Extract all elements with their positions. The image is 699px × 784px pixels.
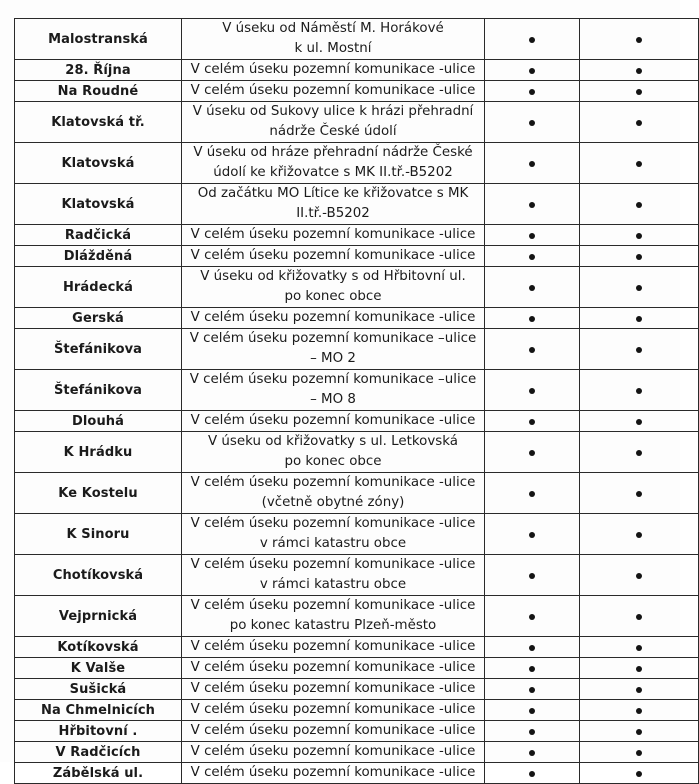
road-name-cell: K Valše <box>15 658 182 679</box>
description-line: V celém úseku pozemní komunikace -ulice <box>190 83 476 98</box>
description-line: V celém úseku pozemní komunikace -ulice <box>190 702 476 717</box>
description-line: v rámci katastru obce <box>259 536 407 551</box>
section-description-cell <box>182 514 485 555</box>
table-row <box>15 555 699 596</box>
road-name-cell: K Hrádku <box>15 432 182 473</box>
bullet-dot-icon <box>529 614 535 620</box>
road-name-cell: Chotíkovská <box>15 555 182 596</box>
bullet-dot-icon <box>636 285 642 291</box>
mark-cell-1 <box>485 184 580 225</box>
table-row <box>15 246 699 267</box>
bullet-dot-icon <box>529 729 535 735</box>
section-description-cell <box>182 19 485 60</box>
mark-cell-2 <box>580 679 699 700</box>
bullet-dot-icon <box>636 573 642 579</box>
table-row <box>15 60 699 81</box>
table-row <box>15 596 699 637</box>
description-line: V celém úseku pozemní komunikace -ulice <box>190 516 476 531</box>
mark-cell-2 <box>580 102 699 143</box>
road-name-cell: 28. Října <box>15 60 182 81</box>
description-line: V celém úseku pozemní komunikace -ulice <box>190 557 476 572</box>
description-line: V úseku od Sukovy ulice k hrázi přehradní <box>192 104 474 119</box>
mark-cell-2 <box>580 514 699 555</box>
bullet-dot-icon <box>636 645 642 651</box>
mark-cell-2 <box>580 637 699 658</box>
description-line: nádrže České údolí <box>269 124 397 139</box>
description-line: V celém úseku pozemní komunikace -ulice <box>190 765 476 780</box>
road-name-cell: Hřbitovní . <box>15 721 182 742</box>
section-description-cell <box>182 370 485 411</box>
table-row <box>15 514 699 555</box>
mark-cell-1 <box>485 267 580 308</box>
description-line: V celém úseku pozemní komunikace -ulice <box>190 660 476 675</box>
mark-cell-1 <box>485 370 580 411</box>
bullet-dot-icon <box>529 708 535 714</box>
mark-cell-2 <box>580 742 699 763</box>
bullet-dot-icon <box>529 285 535 291</box>
mark-cell-1 <box>485 225 580 246</box>
road-name-cell: Štefánikova <box>15 329 182 370</box>
mark-cell-2 <box>580 555 699 596</box>
table-row <box>15 637 699 658</box>
table-row <box>15 658 699 679</box>
description-line: k ul. Mostní <box>294 41 372 56</box>
bullet-dot-icon <box>636 708 642 714</box>
road-name-cell: Klatovská <box>15 143 182 184</box>
table-row <box>15 432 699 473</box>
bullet-dot-icon <box>529 202 535 208</box>
mark-cell-2 <box>580 763 699 784</box>
description-line: po konec obce <box>284 454 382 469</box>
mark-cell-2 <box>580 246 699 267</box>
description-line: V celém úseku pozemní komunikace –ulice <box>189 372 477 387</box>
mark-cell-2 <box>580 308 699 329</box>
road-name-cell: Ke Kostelu <box>15 473 182 514</box>
road-name-cell: Sušická <box>15 679 182 700</box>
table-row <box>15 763 699 784</box>
bullet-dot-icon <box>636 37 642 43</box>
bullet-dot-icon <box>529 388 535 394</box>
description-line: v rámci katastru obce <box>259 577 407 592</box>
section-description-cell <box>182 308 485 329</box>
bullet-dot-icon <box>636 254 642 260</box>
table-row <box>15 721 699 742</box>
mark-cell-2 <box>580 329 699 370</box>
mark-cell-1 <box>485 700 580 721</box>
table-row <box>15 411 699 432</box>
section-description-cell <box>182 246 485 267</box>
bullet-dot-icon <box>529 450 535 456</box>
bullet-dot-icon <box>529 419 535 425</box>
mark-cell-1 <box>485 596 580 637</box>
road-name-cell: Radčická <box>15 225 182 246</box>
bullet-dot-icon <box>636 233 642 239</box>
description-line: V celém úseku pozemní komunikace -ulice <box>190 598 476 613</box>
mark-cell-2 <box>580 721 699 742</box>
description-line: V úseku od křižovatky s ul. Letkovská <box>208 434 458 449</box>
description-line: V celém úseku pozemní komunikace -ulice <box>190 723 476 738</box>
description-line: V celém úseku pozemní komunikace -ulice <box>190 744 476 759</box>
section-description-cell <box>182 225 485 246</box>
description-line: V celém úseku pozemní komunikace -ulice <box>190 248 476 263</box>
bullet-dot-icon <box>529 161 535 167</box>
table-row <box>15 473 699 514</box>
bullet-dot-icon <box>636 729 642 735</box>
mark-cell-1 <box>485 742 580 763</box>
bullet-dot-icon <box>529 687 535 693</box>
description-line: po konec katastru Plzeň-město <box>229 618 437 633</box>
road-name-cell: Hrádecká <box>15 267 182 308</box>
description-line: V celém úseku pozemní komunikace -ulice <box>190 475 476 490</box>
section-description-cell <box>182 721 485 742</box>
table-row <box>15 225 699 246</box>
mark-cell-2 <box>580 143 699 184</box>
mark-cell-1 <box>485 432 580 473</box>
description-line: V celém úseku pozemní komunikace -ulice <box>190 227 476 242</box>
bullet-dot-icon <box>636 347 642 353</box>
mark-cell-2 <box>580 267 699 308</box>
description-line: (včetně obytné zóny) <box>261 495 405 510</box>
mark-cell-2 <box>580 596 699 637</box>
bullet-dot-icon <box>529 233 535 239</box>
description-line: V úseku od Náměstí M. Horákové <box>222 21 444 36</box>
section-description-cell <box>182 555 485 596</box>
table-row <box>15 81 699 102</box>
description-line: – MO 2 <box>310 351 356 366</box>
section-description-cell <box>182 637 485 658</box>
table-row <box>15 184 699 225</box>
bullet-dot-icon <box>529 771 535 777</box>
table-row <box>15 102 699 143</box>
mark-cell-1 <box>485 637 580 658</box>
mark-cell-2 <box>580 658 699 679</box>
bullet-dot-icon <box>636 666 642 672</box>
bullet-dot-icon <box>529 68 535 74</box>
mark-cell-2 <box>580 473 699 514</box>
bullet-dot-icon <box>636 491 642 497</box>
mark-cell-2 <box>580 225 699 246</box>
mark-cell-1 <box>485 721 580 742</box>
road-name-cell: Dlouhá <box>15 411 182 432</box>
bullet-dot-icon <box>529 120 535 126</box>
section-description-cell <box>182 411 485 432</box>
description-line: V úseku od hráze přehradní nádrže České <box>193 145 473 160</box>
section-description-cell <box>182 102 485 143</box>
bullet-dot-icon <box>529 532 535 538</box>
road-name-cell: Gerská <box>15 308 182 329</box>
roads-table-body <box>15 19 699 784</box>
section-description-cell <box>182 679 485 700</box>
road-name-cell: Kotíkovská <box>15 637 182 658</box>
section-description-cell <box>182 700 485 721</box>
road-name-cell: Na Chmelnicích <box>15 700 182 721</box>
bullet-dot-icon <box>636 532 642 538</box>
bullet-dot-icon <box>529 491 535 497</box>
mark-cell-1 <box>485 60 580 81</box>
road-name-cell: Klatovská <box>15 184 182 225</box>
bullet-dot-icon <box>636 750 642 756</box>
description-line: V celém úseku pozemní komunikace -ulice <box>190 413 476 428</box>
mark-cell-1 <box>485 473 580 514</box>
road-name-cell: V Radčicích <box>15 742 182 763</box>
bullet-dot-icon <box>529 750 535 756</box>
mark-cell-2 <box>580 411 699 432</box>
road-name-cell: Na Roudné <box>15 81 182 102</box>
table-row <box>15 370 699 411</box>
mark-cell-1 <box>485 555 580 596</box>
road-name-cell: Dlážděná <box>15 246 182 267</box>
mark-cell-2 <box>580 184 699 225</box>
bullet-dot-icon <box>636 687 642 693</box>
section-description-cell <box>182 742 485 763</box>
bullet-dot-icon <box>529 316 535 322</box>
road-name-cell: Klatovská tř. <box>15 102 182 143</box>
section-description-cell <box>182 143 485 184</box>
section-description-cell <box>182 184 485 225</box>
mark-cell-1 <box>485 514 580 555</box>
bullet-dot-icon <box>529 89 535 95</box>
mark-cell-2 <box>580 370 699 411</box>
bullet-dot-icon <box>529 37 535 43</box>
bullet-dot-icon <box>636 161 642 167</box>
description-line: Od začátku MO Lítice ke křižovatce s MK <box>197 186 469 201</box>
bullet-dot-icon <box>636 89 642 95</box>
road-name-cell: Vejprnická <box>15 596 182 637</box>
road-name-cell: Štefánikova <box>15 370 182 411</box>
mark-cell-1 <box>485 679 580 700</box>
mark-cell-1 <box>485 658 580 679</box>
table-row <box>15 700 699 721</box>
description-line: V celém úseku pozemní komunikace -ulice <box>190 62 476 77</box>
description-line: po konec obce <box>284 289 382 304</box>
table-row <box>15 329 699 370</box>
section-description-cell <box>182 60 485 81</box>
description-line: údolí ke křižovatce s MK II.tř.-B5202 <box>213 165 453 180</box>
bullet-dot-icon <box>636 450 642 456</box>
mark-cell-2 <box>580 432 699 473</box>
bullet-dot-icon <box>529 573 535 579</box>
road-name-cell: Malostranská <box>15 19 182 60</box>
bullet-dot-icon <box>636 68 642 74</box>
mark-cell-1 <box>485 19 580 60</box>
mark-cell-2 <box>580 81 699 102</box>
mark-cell-1 <box>485 102 580 143</box>
mark-cell-2 <box>580 60 699 81</box>
mark-cell-1 <box>485 411 580 432</box>
bullet-dot-icon <box>529 254 535 260</box>
bullet-dot-icon <box>636 614 642 620</box>
table-row <box>15 308 699 329</box>
mark-cell-1 <box>485 81 580 102</box>
table-row <box>15 742 699 763</box>
bullet-dot-icon <box>636 771 642 777</box>
table-row <box>15 267 699 308</box>
section-description-cell <box>182 596 485 637</box>
mark-cell-1 <box>485 143 580 184</box>
description-line: V úseku od křižovatky s od Hřbitovní ul. <box>200 269 466 284</box>
mark-cell-1 <box>485 329 580 370</box>
section-description-cell <box>182 658 485 679</box>
roads-table <box>14 18 699 784</box>
mark-cell-1 <box>485 246 580 267</box>
table-row <box>15 679 699 700</box>
description-line: – MO 8 <box>310 392 356 407</box>
mark-cell-1 <box>485 763 580 784</box>
description-line: V celém úseku pozemní komunikace -ulice <box>190 310 476 325</box>
description-line: V celém úseku pozemní komunikace -ulice <box>190 681 476 696</box>
section-description-cell <box>182 473 485 514</box>
bullet-dot-icon <box>529 666 535 672</box>
table-row <box>15 143 699 184</box>
section-description-cell <box>182 81 485 102</box>
road-name-cell: K Sinoru <box>15 514 182 555</box>
bullet-dot-icon <box>636 316 642 322</box>
section-description-cell <box>182 432 485 473</box>
mark-cell-2 <box>580 19 699 60</box>
bullet-dot-icon <box>529 347 535 353</box>
section-description-cell <box>182 763 485 784</box>
bullet-dot-icon <box>636 202 642 208</box>
road-name-cell: Zábělská ul. <box>15 763 182 784</box>
bullet-dot-icon <box>636 120 642 126</box>
table-row <box>15 19 699 60</box>
description-line: V celém úseku pozemní komunikace –ulice <box>189 331 477 346</box>
section-description-cell <box>182 267 485 308</box>
section-description-cell <box>182 329 485 370</box>
mark-cell-2 <box>580 700 699 721</box>
bullet-dot-icon <box>636 388 642 394</box>
description-line: V celém úseku pozemní komunikace -ulice <box>190 639 476 654</box>
description-line: II.tř.-B5202 <box>296 206 370 221</box>
bullet-dot-icon <box>529 645 535 651</box>
bullet-dot-icon <box>636 419 642 425</box>
mark-cell-1 <box>485 308 580 329</box>
